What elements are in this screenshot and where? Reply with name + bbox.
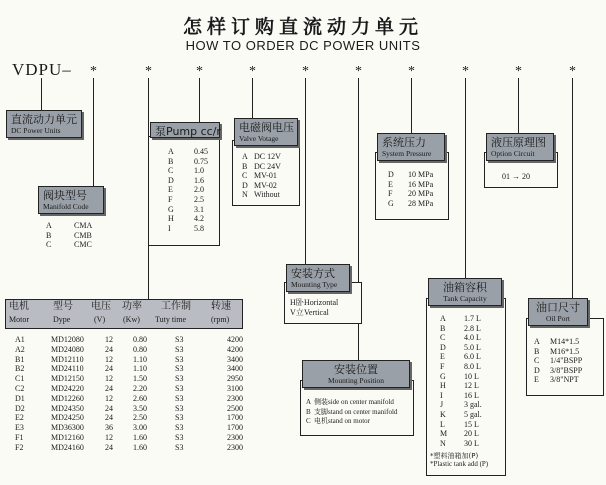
unit-box: 直流动力单元 DC Power Units (6, 110, 82, 138)
port-list (534, 337, 582, 385)
connector-manifold (93, 78, 94, 186)
list-item: K 5 gal. (440, 409, 482, 419)
list-item: B M16*1.5 (534, 346, 580, 356)
list-item: C 1.0 (168, 166, 204, 176)
valve-list (242, 152, 281, 200)
list-item: B 支脚stand on center manifold (306, 407, 398, 416)
mounting-type-box: 安装方式 Mounting Type (286, 264, 350, 292)
model-star-5: * (302, 64, 309, 79)
table-row: B1 MD12110 12 1.10 S3 3400 (15, 354, 243, 364)
list-item: F 2.5 (168, 194, 204, 204)
model-star-4: * (249, 64, 256, 79)
connector-tank (465, 78, 466, 278)
list-item: C 4.0 L (440, 333, 481, 343)
list-item: E 16 MPa (388, 179, 434, 189)
table-row: C2 MD24220 24 2.20 S3 3100 (15, 383, 243, 393)
pump-list (168, 147, 208, 233)
list-item: H 4.2 (168, 214, 204, 224)
table-row: F2 MD24160 24 1.60 S3 2300 (15, 442, 243, 452)
list-item: E 6.0 L (440, 352, 481, 362)
list-item: L 15 L (440, 419, 479, 429)
list-item: D 3/8"BSPP (534, 365, 583, 375)
connector-valve (252, 78, 253, 118)
port-box: 油口尺寸 Oil Port (528, 298, 588, 326)
motor-header: 电机 型号 电压 功率 工作制 转速 Motor Dype (V) (Kw) Tuty time (rpm) (5, 299, 243, 329)
list-item: D 10 MPa (388, 170, 434, 179)
mounting-position-box: 安装位置 Mounting Position (302, 360, 410, 388)
model-star-7: * (408, 64, 415, 79)
list-item: D 1.6 (168, 175, 204, 185)
list-item: H 12 L (440, 381, 479, 391)
list-item: I 5.8 (168, 223, 204, 233)
model-star-2: * (145, 64, 152, 79)
list-item: A 侧装side on center manifold (306, 398, 394, 406)
pressure-list (388, 170, 433, 208)
list-item: M 20 L (440, 429, 479, 439)
model-star-10: * (569, 64, 576, 79)
title-cn: 怎样订购直流动力单元 (182, 16, 423, 38)
list-item: B CMB (46, 230, 92, 240)
list-item: E 3/8"NPT (534, 375, 579, 385)
connector-port (572, 78, 573, 298)
list-item: A DC 12V (242, 152, 281, 161)
model-star-6: * (355, 64, 362, 79)
model-star-1: * (90, 64, 97, 79)
connector-unit (41, 78, 42, 110)
model-star-8: * (462, 64, 469, 79)
list-item: B 0.75 (168, 156, 208, 166)
list-item: A 0.45 (168, 147, 208, 156)
list-item: E 2.0 (168, 185, 204, 195)
list-item: A CMA (46, 221, 93, 230)
connector-pressure (411, 78, 412, 133)
list-item: N 30 L (440, 438, 479, 448)
list-item: G 10 L (440, 371, 479, 381)
table-row: D1 MD12260 12 2.60 S3 2300 (15, 393, 243, 403)
manifold-list (46, 221, 92, 250)
connector-mounting-type (305, 78, 306, 264)
list-item: A M14*1.5 (534, 337, 580, 346)
list-item: H卧Horizontal (290, 298, 339, 307)
table-row: F1 MD12160 12 1.60 S3 2300 (15, 432, 243, 442)
list-item: C MV-01 (242, 171, 277, 181)
list-item: C 1/4"BSPP (534, 356, 583, 366)
circuit-box: 液压原理图 Option Circuit (486, 133, 554, 161)
list-item: I 16 L (440, 390, 479, 400)
list-item: G 28 MPa (388, 198, 434, 208)
table-row: A2 MD24080 24 0.80 S3 4200 (15, 344, 243, 354)
list-item: J 3 gal. (440, 400, 482, 410)
table-row: B2 MD24110 24 1.10 S3 3400 (15, 364, 243, 374)
pump-box: 泵Pump cc/r (150, 122, 220, 138)
connector-circuit (518, 78, 519, 133)
mounting-position-list (306, 398, 397, 427)
list-item: D 5.0 L (440, 342, 481, 352)
list-item: D MV-02 (242, 180, 277, 190)
model-star-9: * (515, 64, 522, 79)
table-row: C1 MD12150 12 1.50 S3 2950 (15, 374, 243, 384)
pressure-box: 系统压力 System Pressure (377, 133, 445, 161)
title-en: HOW TO ORDER DC POWER UNITS (185, 38, 421, 53)
list-item: B DC 24V (242, 161, 281, 171)
model-star-3: * (196, 64, 203, 79)
list-item: B 2.8 L (440, 323, 481, 333)
table-row: D2 MD24350 24 3.50 S3 2500 (15, 403, 243, 413)
list-item: F 8.0 L (440, 361, 481, 371)
table-row: E2 MD24250 24 2.50 S3 1700 (15, 413, 243, 423)
connector-pump (199, 78, 200, 122)
list-item: C 电机stand on motor (306, 417, 370, 426)
tank-list (440, 314, 482, 448)
manifold-box: 阀块型号 Manifold Code (38, 186, 104, 214)
list-item: G 3.1 (168, 204, 204, 214)
list-item: V立Vertical (290, 307, 329, 317)
motor-table (12, 335, 270, 453)
tank-note: *塑料油箱加(P) *Plastic tank add (P) (430, 452, 489, 468)
valve-box: 电磁阀电压 Valve Votage (234, 118, 298, 146)
tank-box: 油箱容积 Tank Capacity (428, 278, 502, 306)
list-item: F 20 MPa (388, 189, 434, 199)
mounting-type-list (290, 298, 338, 317)
table-row: A1 MD12080 12 0.80 S3 4200 (15, 335, 243, 344)
list-item: C CMC (46, 240, 92, 250)
circuit-range: 01 → 20 (502, 172, 530, 181)
list-item: N Without (242, 190, 280, 200)
table-row: E3 MD36300 36 3.00 S3 1700 (15, 423, 243, 433)
list-item: A 1.7 L (440, 314, 481, 323)
model-prefix: VDPU– (12, 60, 72, 79)
